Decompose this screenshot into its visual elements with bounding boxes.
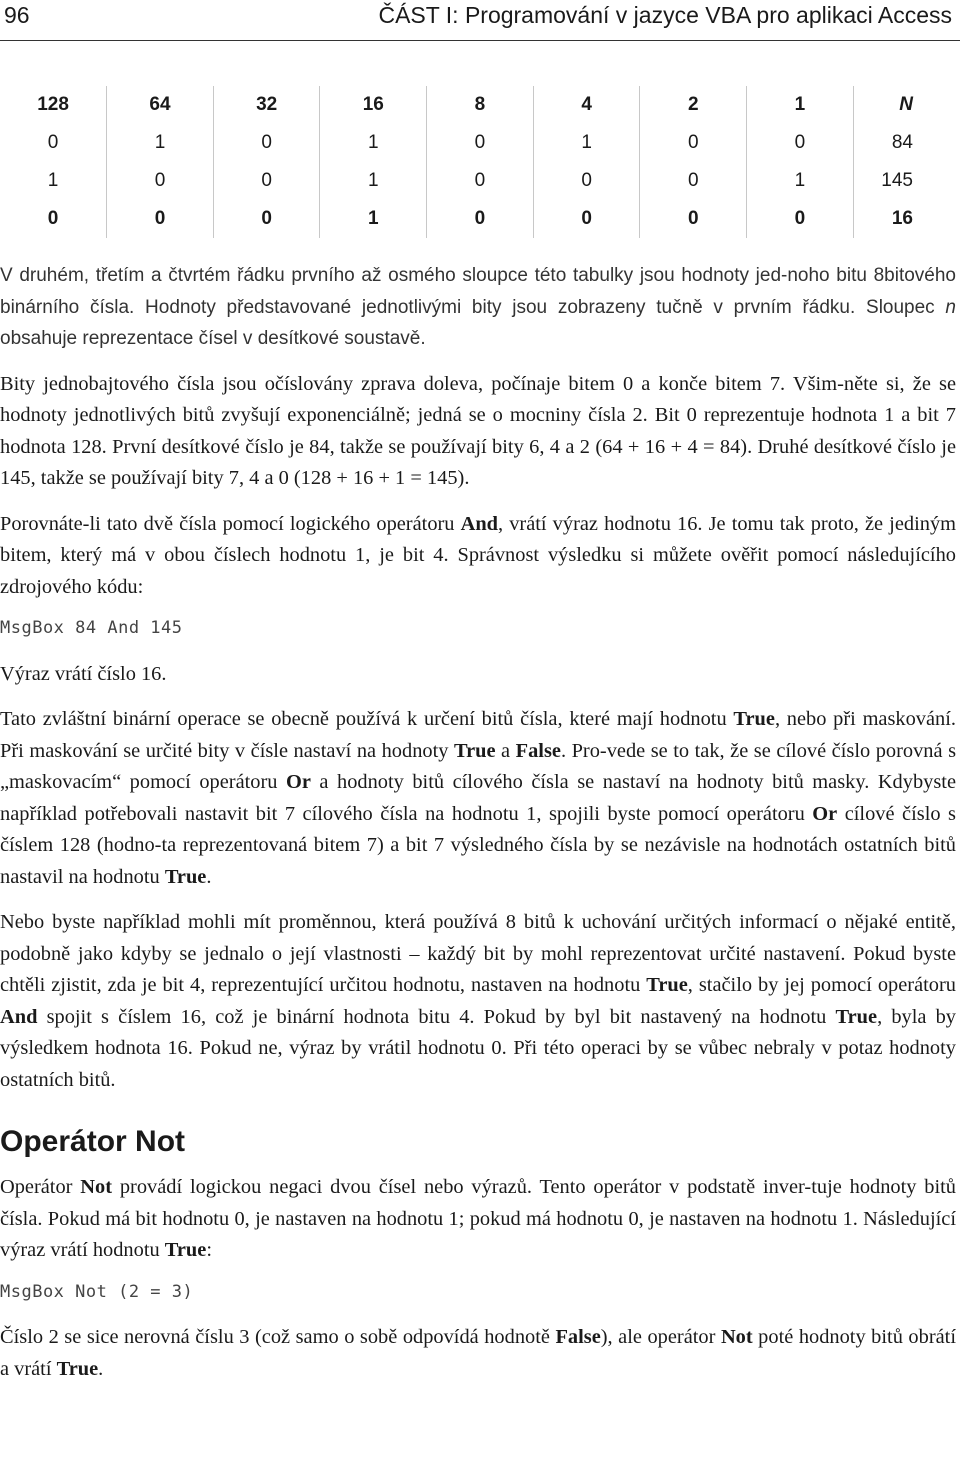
table-cell: 1 [320,124,427,162]
bold-keyword: False [515,739,561,762]
text: Porovnáte-li tato dvě čísla pomocí logického operátoru [0,512,461,535]
bold-keyword: Or [812,802,838,825]
table-cell: 0 [213,124,320,162]
header-cell: N [899,94,913,115]
page-header [0,0,960,41]
table-caption [0,260,956,355]
running-head: ČÁST I: Programování v jazyce VBA pro aplikaci Access [378,2,952,28]
result-cell: 0 [533,200,640,238]
text: , nebo při maskování. Při maskování se určité bity v čísle nastaví na hodnoty [0,708,957,762]
text: a [495,739,516,762]
table-cell: 1 [320,162,427,200]
text: spojit s číslem 16, což je binární hodnota bitu 4. Pokud by byl bit nastavený na hodnotu [37,1005,836,1028]
result-cell: 0 [747,200,854,238]
caption-text: obsahuje reprezentace čísel v desítkové soustavě. [0,328,426,349]
text: , byla by výsledkem hodnota 16. Pokud ne, výraz by vrátil hodnotu 0. Při této operaci by se vůbec nebraly v potaz hodnoty ostatních bitů. [0,1005,956,1091]
table-cell: 0 [427,124,534,162]
table-row [0,124,960,162]
table-cell: 0 [427,162,534,200]
text: Nebo byste například mohli mít proměnnou, která používá 8 bitů k uchování určitých informací o nějaké entitě, podobně jako kdyby se jednalo o její vlastnosti – každý bit by mohl reprezentovat určité nastavení. Pokud byste chtěli zjistit, zda je bit 4, reprezentující určitou hodnotu, nastaven na hodnotu [0,911,956,996]
text: ), ale operátor [600,1326,721,1348]
paragraph [0,1172,956,1267]
text: Číslo 2 se sice nerovná číslu 3 (což samo o sobě odpovídá hodnotě [0,1326,556,1348]
table-cell: 1 [0,162,107,200]
bold-keyword: True [453,739,496,762]
text: , stačilo by jej pomocí operátoru [687,974,956,996]
bit-table [0,86,960,238]
page-body [0,260,956,1385]
bold-keyword: Not [80,1176,113,1198]
result-cell: 1 [320,200,427,238]
text: a hodnoty bitů cílového čísla se nastaví na hodnoty bitů masky. Kdybyste například potřebovali nastavit bit 7 cílového čísla na hodnotu 1, spojili byste pomocí operátoru [0,771,956,825]
paragraph [0,907,956,1096]
table-cell: 0 [213,162,320,200]
caption-italic: n [945,296,956,318]
result-cell: 0 [0,200,107,238]
result-cell: 0 [213,200,320,238]
result-cell: 16 [891,208,913,229]
section-heading: Operátor Not [0,1125,186,1158]
table-row [0,162,960,200]
text: , vrátí výraz hodnotu 16. Je tomu tak proto, že jediným bitem, který má v obou číslech hodnotu 1, je bit 4. Správnost výsledku si můžete ověřit pomocí následujícího zdrojového kódu: [0,512,956,598]
paragraph [0,1322,956,1385]
table-cell: 0 [0,124,107,162]
table-cell: 0 [640,162,747,200]
bold-keyword: True [646,974,688,996]
table-cell: 0 [533,162,640,200]
text: Tato zvláštní binární operace se obecně používá k určení bitů čísla, které mají hodnotu [0,708,734,730]
code-sample: MsgBox 84 And 145 [0,618,183,638]
paragraph [0,509,956,604]
bold-keyword: Not [720,1326,753,1348]
code-sample: MsgBox Not (2 = 3) [0,1281,194,1302]
text: cílové číslo s číslem 128 (hodno-ta reprezentovaná bitem 7) a bit 7 výsledného čísla by se nezávisle na hodnotách ostatních bitů nastavil na hodnotu [0,802,956,888]
table-cell: 0 [640,124,747,162]
page-number: 96 [4,2,30,28]
paragraph: Bity jednobajtového čísla jsou očíslovány zprava doleva, počínaje bitem 0 a konče bitem 7. Všim-něte si, že se hodnoty jednotlivých bitů zvyšují exponenciálně; jedná se o mocniny čísla 2. Bit 0 reprezentuje hodnota 1 a bit 7 hodnota 128. První desítkové číslo je 84, takže se používají bity 6, 4 a 2 (64 + 16 + 4 = 84). Druhé desítkové číslo je 145, takže se používají bity 7, 4 a 0 (128 + 16 + 1 = 145). [0,372,956,489]
result-cell: 0 [107,200,214,238]
header-cell: 32 [213,86,320,124]
text: . Pro-vede se to tak, že se cílové číslo porovná s „maskovacím“ pomocí operátoru [0,739,957,793]
table-header-row [0,86,960,124]
bold-keyword: And [460,512,499,535]
header-cell: 128 [0,86,107,124]
bold-keyword: And [0,1005,38,1028]
text: . [206,865,212,888]
paragraph [0,704,956,893]
table-cell: 0 [107,162,214,200]
header-cell: 2 [640,86,747,124]
table-cell: 1 [747,162,854,200]
bold-keyword: False [555,1326,601,1348]
table-cell: 145 [881,170,913,191]
result-cell: 0 [640,200,747,238]
text: poté hodnoty bitů obrátí a vrátí [0,1326,956,1380]
header-cell: 16 [320,86,427,124]
header-cell: 64 [107,86,214,124]
bold-keyword: True [835,1005,878,1028]
header-cell: 1 [747,86,854,124]
bold-keyword: Or [286,771,311,793]
table-cell: 0 [747,124,854,162]
paragraph: Výraz vrátí číslo 16. [0,662,167,685]
table-result-row [0,200,960,238]
text: Operátor [0,1176,81,1198]
bold-keyword: True [164,865,207,888]
bold-keyword: True [733,708,775,730]
bold-keyword: True [56,1357,99,1380]
bold-keyword: True [164,1239,207,1261]
table-cell: 84 [891,132,913,153]
text: . [98,1357,104,1380]
header-cell: 4 [533,86,640,124]
result-cell: 0 [427,200,534,238]
table-cell: 1 [533,124,640,162]
caption-text: V druhém, třetím a čtvrtém řádku prvního až osmého sloupce této tabulky jsou hodnoty jed-noho bitu 8bitového binárního čísla. Hodnoty představované jednotlivými bity jsou zobrazeny tučně v prvním řádku. Sloupec [0,265,956,318]
text: provádí logickou negaci dvou čísel nebo výrazů. Tento operátor v podstatě inver-tuje hodnoty bitů čísla. Pokud má bit hodnotu 0, je nastaven na hodnotu 1; pokud má hodnotu 0, je nastaven na hodnotu 1. Následující výraz vrátí hodnotu [0,1176,957,1261]
header-cell: 8 [427,86,534,124]
text: : [206,1239,212,1261]
table-cell: 1 [107,124,214,162]
